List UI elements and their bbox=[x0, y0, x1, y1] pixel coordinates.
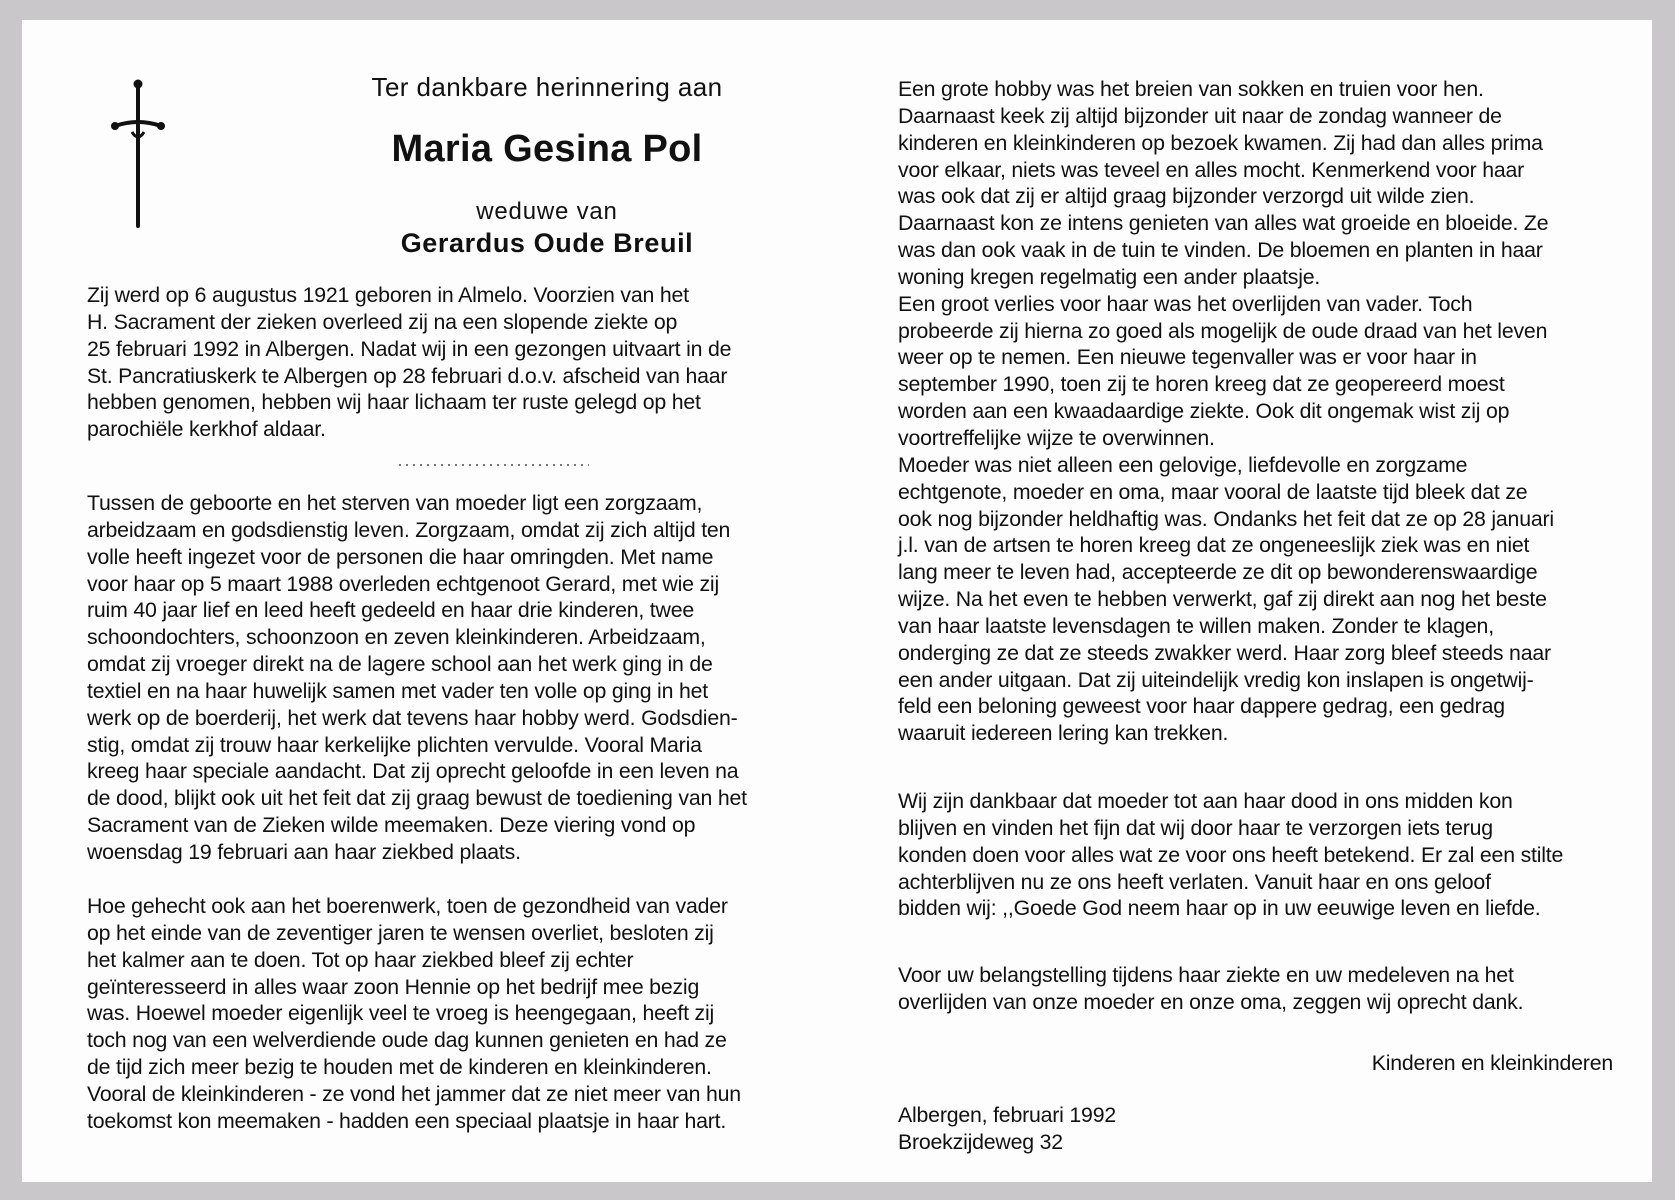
signoff: Kinderen en kleinkinderen bbox=[1371, 1051, 1613, 1075]
text-line: Moeder was niet alleen een gelovige, liefdevolle en zorgzame bbox=[898, 452, 1468, 477]
text-line: kinderen en kleinkinderen op bezoek kwamen. Zij had dan alles prima bbox=[898, 130, 1543, 155]
text-line: werk op de boerderij, het werk dat tevens haar hobby werd. Godsdien- bbox=[87, 705, 738, 730]
text-line: onderging ze dat ze steeds zwakker werd. Haar zorg bleef steeds naar bbox=[898, 640, 1551, 665]
deceased-name: Maria Gesina Pol bbox=[391, 128, 703, 170]
place-date: Albergen, februari 1992 bbox=[898, 1103, 1116, 1127]
biography-paragraph-4 bbox=[898, 76, 1554, 747]
text-line: Vooral de kleinkinderen - ze vond het jammer dat ze niet meer van hun bbox=[87, 1081, 741, 1106]
text-line: de dood, blijkt ook uit het feit dat zij graag bewust de toediening van het bbox=[87, 786, 747, 811]
text-line: Een grote hobby was het breien van sokken en truien voor hen. bbox=[898, 77, 1484, 101]
text-line: St. Pancratiuskerk te Albergen op 28 februari d.o.v. afscheid van haar bbox=[87, 363, 728, 388]
text-line: Een groot verlies voor haar was het overlijden van vader. Toch bbox=[898, 291, 1473, 316]
text-line: Zij werd op 6 augustus 1921 geboren in Almelo. Voorzien van het bbox=[87, 283, 689, 307]
biography-paragraph-1 bbox=[87, 282, 731, 443]
biography-paragraph-3 bbox=[87, 893, 741, 1135]
text-line: toekomst kon meemaken - hadden een speciaal plaatsje in haar hart. bbox=[87, 1108, 727, 1133]
text-line: wijze. Na het even te hebben verwerkt, gaf zij direkt aan nog het beste bbox=[898, 587, 1547, 612]
text-line: echtgenote, moeder en oma, maar vooral de laatste tijd bleek dat ze bbox=[898, 479, 1528, 504]
text-line: lang meer te leven had, accepteerde ze dit op bewonderenswaardige bbox=[898, 560, 1538, 585]
text-line: een ander uitgaan. Dat zij uiteindelijk vredig kon inslapen is ongetwij- bbox=[898, 667, 1534, 692]
text-line: van haar laatste levensdagen te willen maken. Zonder te klagen, bbox=[898, 613, 1494, 638]
text-line: konden doen voor alles wat ze voor ons heeft betekend. Er zal een stilte bbox=[898, 842, 1564, 867]
thanks-paragraph bbox=[898, 962, 1523, 1016]
text-line: Daarnaast kon ze intens genieten van alles wat groeide en bloeide. Ze bbox=[898, 211, 1549, 236]
dotted-divider bbox=[399, 460, 589, 470]
text-line: Sacrament van de Zieken wilde meemaken. Deze viering vond op bbox=[87, 813, 696, 838]
text-line: H. Sacrament der zieken overleed zij na een slopende ziekte op bbox=[87, 309, 678, 334]
text-line: achterblijven nu ze ons heeft verlaten. Vanuit haar en ons geloof bbox=[898, 869, 1491, 894]
text-line: Tussen de geboorte en het sterven van moeder ligt een zorgzaam, bbox=[87, 491, 703, 515]
text-line: september 1990, toen zij te horen kreeg dat ze geopereerd moest bbox=[898, 372, 1505, 397]
text-line: schoondochters, schoonzoon en zeven kleinkinderen. Arbeidzaam, bbox=[87, 625, 706, 650]
text-line: worden aan een kwaadaardige ziekte. Ook dit ongemak wist zij op bbox=[898, 399, 1510, 424]
text-line: geïnteresseerd in alles waar zoon Hennie op het bedrijf mee bezig bbox=[87, 974, 700, 999]
widow-of-text: weduwe van bbox=[476, 198, 618, 225]
address: Broekzijdeweg 32 bbox=[898, 1129, 1063, 1154]
text-line: voor elkaar, niets was teveel en alles mocht. Kenmerkend voor haar bbox=[898, 157, 1525, 182]
text-line: textiel en na haar huwelijk samen met vader ten volle op ging in het bbox=[87, 678, 708, 703]
place-and-address bbox=[898, 1102, 1116, 1156]
text-line: was ook dat zij er altijd graag bijzonder verzorgd uit wilde zien. bbox=[898, 184, 1475, 209]
text-line: het kalmer aan te doen. Tot op haar ziekbed bleef zij echter bbox=[87, 947, 634, 972]
text-line: Hoe gehecht ook aan het boerenwerk, toen de gezondheid van vader bbox=[87, 894, 728, 918]
text-line: overlijden van onze moeder en onze oma, zeggen wij oprecht dank. bbox=[898, 989, 1524, 1014]
text-line: woning kregen regelmatig een ander plaatsje. bbox=[898, 264, 1321, 289]
text-line: voor haar op 5 maart 1988 overleden echtgenoot Gerard, met wie zij bbox=[87, 571, 719, 596]
cross-icon bbox=[109, 76, 167, 236]
text-line: ook nog bijzonder heldhaftig was. Ondanks het feit dat ze op 28 januari bbox=[898, 506, 1554, 531]
text-line: 25 februari 1992 in Albergen. Nadat wij in een gezongen uitvaart in de bbox=[87, 336, 732, 361]
text-line: was dan ook vaak in de tuin te vinden. De bloemen en planten in haar bbox=[898, 238, 1543, 263]
text-line: feld een beloning geweest voor haar dappere gedrag, een gedrag bbox=[898, 694, 1505, 719]
text-line: j.l. van de artsen te horen kreeg dat ze ongeneeslijk ziek was en niet bbox=[898, 533, 1530, 558]
text-line: op het einde van de zeventiger jaren te wensen overliet, besloten zij bbox=[87, 920, 714, 945]
gratitude-paragraph bbox=[898, 788, 1563, 922]
text-line: woensdag 19 februari aan haar ziekbed plaats. bbox=[87, 839, 521, 864]
text-line: ruim 40 jaar lief en leed heeft gedeeld en haar drie kinderen, twee bbox=[87, 598, 694, 623]
text-line: Daarnaast keek zij altijd bijzonder uit naar de zondag wanneer de bbox=[898, 103, 1502, 128]
text-line: de tijd zich meer bezig te houden met de kinderen en kleinkinderen. bbox=[87, 1055, 712, 1080]
text-line: Voor uw belangstelling tijdens haar ziekte en uw medeleven na het bbox=[898, 963, 1514, 987]
text-line: waaruit iedereen lering kan trekken. bbox=[898, 721, 1229, 746]
text-line: toch nog van een welverdiende oude dag kunnen genieten en had ze bbox=[87, 1028, 727, 1053]
text-line: Wij zijn dankbaar dat moeder tot aan haar dood in ons midden kon bbox=[898, 789, 1513, 813]
text-line: stig, omdat zij trouw haar kerkelijke plichten vervulde. Vooral Maria bbox=[87, 732, 702, 757]
text-line: voortreffelijke wijze te overwinnen. bbox=[898, 425, 1215, 450]
text-line: blijven en vinden het fijn dat wij door haar te verzorgen iets terug bbox=[898, 815, 1493, 840]
text-line: was. Hoewel moeder eigenlijk veel te vroeg is heengegaan, heeft zij bbox=[87, 1001, 715, 1026]
text-line: weer op te nemen. Een nieuwe tegenvaller was er voor haar in bbox=[898, 345, 1477, 370]
memorial-card bbox=[22, 20, 1652, 1182]
text-line: arbeidzaam en godsdienstig leven. Zorgzaam, omdat zij zich altijd ten bbox=[87, 517, 731, 542]
text-line: probeerde zij hierna zo goed als mogelijk de oude draad van het leven bbox=[898, 318, 1548, 343]
text-line: bidden wij: ,,Goede God neem haar op in uw eeuwige leven en liefde. bbox=[898, 896, 1541, 921]
text-line: hebben genomen, hebben wij haar lichaam ter ruste gelegd op het bbox=[87, 390, 701, 415]
text-line: parochiële kerkhof aldaar. bbox=[87, 417, 326, 442]
intro-text: Ter dankbare herinnering aan bbox=[371, 72, 723, 102]
biography-paragraph-2 bbox=[87, 490, 747, 866]
text-line: kreeg haar speciale aandacht. Dat zij oprecht geloofde in een leven na bbox=[87, 759, 739, 784]
text-line: omdat zij vroeger direkt na de lagere school aan het werk ging in de bbox=[87, 652, 713, 677]
husband-name: Gerardus Oude Breuil bbox=[400, 228, 694, 258]
text-line: volle heeft ingezet voor de personen die haar omringden. Met name bbox=[87, 544, 714, 569]
